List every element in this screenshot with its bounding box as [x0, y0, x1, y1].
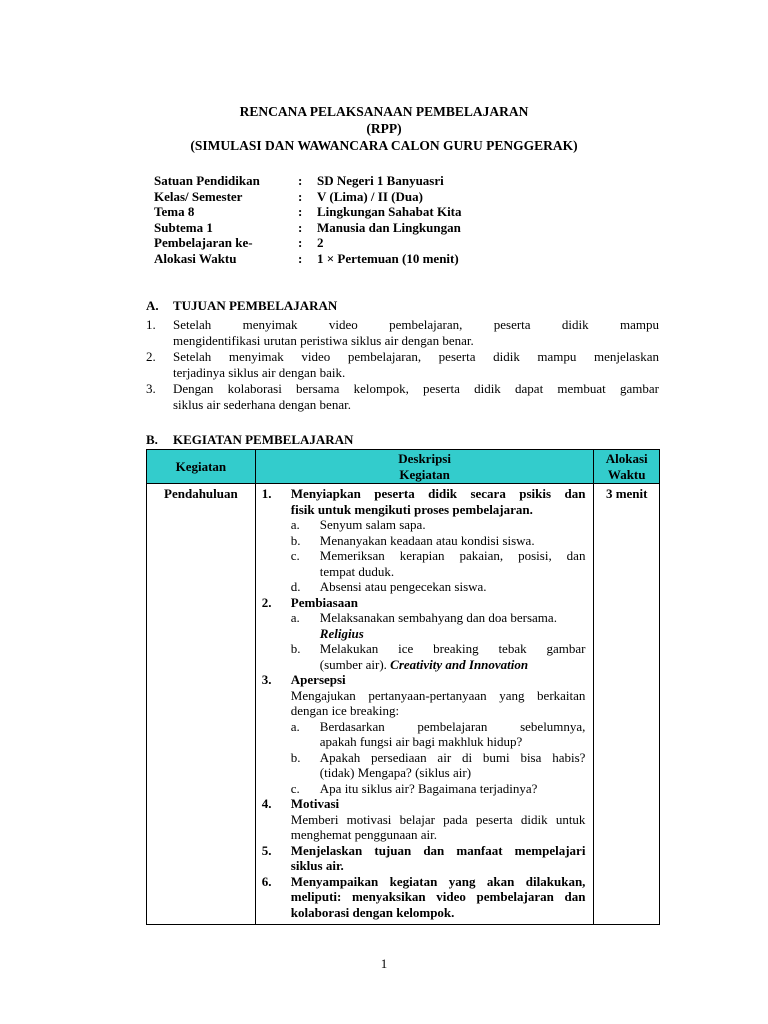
- step-number: 3.: [261, 672, 272, 687]
- step-title: Motivasi: [290, 796, 340, 811]
- step-text: siklus air.: [290, 858, 344, 873]
- header-kegiatan: Kegiatan: [147, 450, 256, 484]
- sub-letter: b.: [290, 641, 301, 656]
- objective-number: 1.: [146, 317, 156, 332]
- step-1: [262, 486, 586, 595]
- identity-value: V (Lima) / II (Dua): [317, 188, 423, 204]
- identity-value: 1 × Pertemuan (10 menit): [317, 250, 459, 266]
- identity-value: 2: [317, 235, 324, 250]
- identity-row: [154, 220, 554, 236]
- identity-colon: :: [298, 204, 303, 219]
- step-text: Mengajukan pertanyaan-pertanyaan yang berkaitan: [290, 687, 586, 703]
- sub-item: [291, 610, 586, 641]
- header-alokasi-line2: Waktu: [607, 466, 646, 482]
- sub-text: Apa itu siklus air? Bagaimana terjadinya?: [319, 780, 538, 796]
- sub-text: Absensi atau pengecekan siswa.: [319, 579, 487, 594]
- header-alokasi: [594, 450, 660, 484]
- page-number: 1: [380, 956, 388, 971]
- character-tag: Creativity and Innovation: [390, 656, 529, 672]
- identity-label: Alokasi Waktu: [154, 250, 237, 266]
- sub-letter: d.: [290, 579, 301, 594]
- character-tag: Religius: [319, 625, 364, 641]
- identity-row: [154, 235, 554, 251]
- step-3: [262, 672, 586, 796]
- objective-number: 2.: [146, 349, 156, 364]
- objective-line: Setelah menyimak video pembelajaran, peserta didik mampu: [173, 317, 659, 332]
- sub-item: [291, 641, 586, 672]
- objective-line: mengidentifikasi urutan peristiwa siklus air dengan benar.: [173, 332, 474, 348]
- step-text: dengan ice breaking:: [290, 703, 400, 718]
- objective-item: [146, 349, 659, 380]
- sub-text: Apakah persediaan air di bumi bisa habis?: [319, 749, 586, 765]
- sub-item: [291, 781, 586, 797]
- table-header-row: [147, 450, 660, 484]
- sub-text: tempat duduk.: [319, 563, 395, 579]
- identity-row: [154, 204, 554, 220]
- sub-text: (sumber air).: [319, 656, 387, 672]
- identity-value: Manusia dan Lingkungan: [317, 219, 461, 235]
- step-number: 1.: [261, 486, 272, 501]
- identity-colon: :: [298, 173, 303, 188]
- title-line-1: RENCANA PELAKSANAAN PEMBELAJARAN: [239, 104, 529, 119]
- step-title: Apersepsi: [290, 672, 346, 687]
- document-title: [0, 104, 768, 155]
- sub-text: apakah fungsi air bagi makhluk hidup?: [319, 734, 523, 749]
- sub-letter: b.: [290, 532, 301, 548]
- step-number: 2.: [261, 594, 272, 610]
- sub-letter: a.: [290, 517, 300, 532]
- identity-colon: :: [298, 188, 303, 204]
- sub-item: [291, 719, 586, 750]
- identity-row: [154, 173, 554, 189]
- cell-waktu: 3 menit: [594, 484, 660, 925]
- sub-item: [291, 548, 586, 579]
- step-6: [262, 874, 586, 921]
- identity-label: Satuan Pendidikan: [154, 173, 260, 188]
- sub-text: Melakukan ice breaking tebak gambar: [319, 641, 586, 656]
- title-line-3: (SIMULASI DAN WAWANCARA CALON GURU PENGGERAK): [190, 138, 578, 153]
- identity-block: [154, 173, 554, 266]
- identity-colon: :: [298, 250, 303, 266]
- objective-line: siklus air sederhana dengan benar.: [173, 396, 351, 412]
- identity-value: Lingkungan Sahabat Kita: [317, 204, 462, 219]
- cell-deskripsi: [255, 484, 594, 925]
- sub-item: [291, 750, 586, 781]
- sub-item: [291, 579, 586, 595]
- objective-item: [146, 381, 659, 412]
- section-b-letter: B.: [146, 432, 158, 447]
- identity-label: Subtema 1: [154, 219, 213, 235]
- sub-text: Melaksanakan sembahyang dan doa bersama.: [319, 610, 557, 625]
- table-row: [147, 484, 660, 925]
- identity-colon: :: [298, 235, 303, 250]
- identity-label: Kelas/ Semester: [154, 188, 243, 204]
- step-number: 4.: [261, 796, 272, 811]
- step-4: [262, 796, 586, 843]
- sub-letter: b.: [290, 749, 301, 765]
- step-text: meliputi: menyaksikan video pembelajaran dan: [290, 889, 586, 904]
- sub-letter: a.: [290, 610, 300, 625]
- step-5: [262, 843, 586, 874]
- sub-text-line: [320, 657, 586, 673]
- activities-table: [146, 449, 660, 925]
- step-text: Menjelaskan tujuan dan manfaat mempelajari: [290, 842, 586, 858]
- sub-text: Senyum salam sapa.: [319, 517, 426, 532]
- step-text: Memberi motivasi belajar pada peserta didik untuk: [290, 811, 586, 827]
- objective-line: Setelah menyimak video pembelajaran, peserta didik mampu menjelaskan: [173, 349, 659, 364]
- objectives-list: [146, 317, 659, 413]
- identity-value: SD Negeri 1 Banyuasri: [317, 173, 444, 188]
- sub-text: Memeriksan kerapian pakaian, posisi, dan: [319, 548, 586, 563]
- section-b-title: KEGIATAN PEMBELAJARAN: [173, 432, 354, 447]
- sub-letter: c.: [290, 548, 300, 563]
- identity-row: [154, 251, 554, 267]
- sub-letter: a.: [290, 718, 300, 734]
- sub-text: Menanyakan keadaan atau kondisi siswa.: [319, 532, 535, 548]
- sub-item: [291, 533, 586, 549]
- identity-row: [154, 189, 554, 205]
- title-line-2: (RPP): [366, 121, 402, 136]
- step-text: Menyampaikan kegiatan yang akan dilakukan,: [290, 873, 586, 889]
- step-text: menghemat penggunaan air.: [290, 827, 437, 842]
- identity-label: Pembelajaran ke-: [154, 235, 253, 250]
- sub-text: (tidak) Mengapa? (siklus air): [319, 765, 472, 780]
- step-title: Pembiasaan: [290, 594, 358, 610]
- section-a-title: TUJUAN PEMBELAJARAN: [173, 298, 338, 313]
- sub-letter: c.: [290, 780, 300, 796]
- step-text: Menyiapkan peserta didik secara psikis dan: [290, 486, 586, 501]
- section-a-letter: A.: [146, 298, 159, 313]
- step-number: 6.: [261, 873, 272, 889]
- identity-colon: :: [298, 219, 303, 235]
- objective-line: Dengan kolaborasi bersama kelompok, peserta didik dapat membuat gambar: [173, 381, 659, 396]
- objective-number: 3.: [146, 381, 156, 396]
- header-alokasi-line1: Alokasi: [605, 451, 648, 466]
- step-number: 5.: [261, 842, 272, 858]
- header-deskripsi-line2: Kegiatan: [399, 466, 450, 482]
- sub-item: [291, 517, 586, 533]
- header-deskripsi: [255, 450, 594, 484]
- sub-text: Berdasarkan pembelajaran sebelumnya,: [319, 718, 586, 734]
- objective-line: terjadinya siklus air dengan baik.: [173, 364, 346, 380]
- cell-kegiatan: Pendahuluan: [147, 484, 256, 925]
- step-2: [262, 595, 586, 673]
- objective-item: [146, 317, 659, 348]
- header-deskripsi-line1: Deskripsi: [398, 451, 451, 466]
- identity-label: Tema 8: [154, 204, 195, 219]
- step-text: kolaborasi dengan kelompok.: [290, 904, 455, 920]
- step-text: fisik untuk mengikuti proses pembelajaran.: [290, 501, 533, 517]
